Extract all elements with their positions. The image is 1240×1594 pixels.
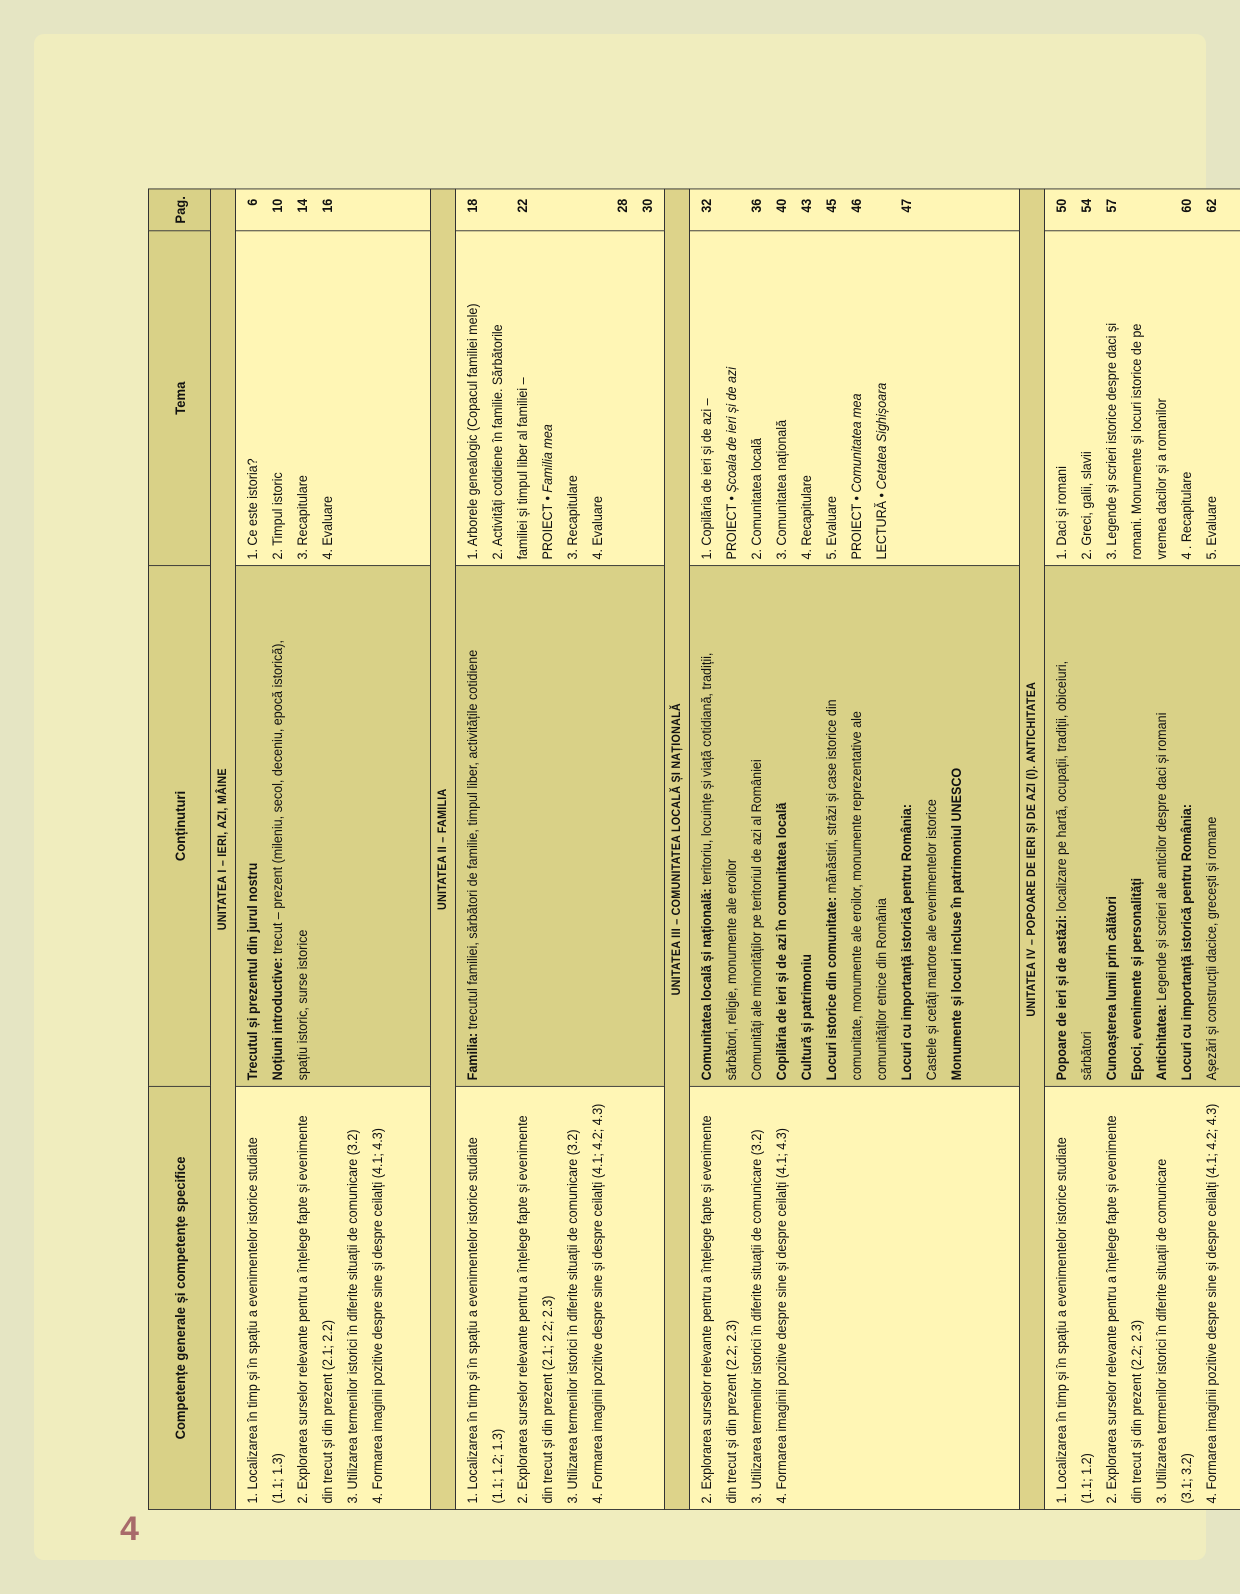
tema-text: 5. Evaluare (1204, 496, 1219, 560)
pag-spacer (1124, 199, 1149, 225)
unit-content-row (690, 189, 1020, 1510)
continut-text: mănăstiri, străzi și case istorice din (824, 699, 839, 897)
continut-line (1174, 572, 1199, 1081)
tema-line (1174, 237, 1199, 560)
tema-text: 5. Evaluare (824, 496, 839, 560)
tema-line (694, 237, 719, 560)
tema-text: 1. Arborele genealogic (Copacul familiei mele) (465, 303, 480, 560)
competenta-line: 2. Explorarea surselor relevante pentru a înțelege fapte și evenimente (699, 1115, 714, 1504)
pag-spacer (585, 199, 610, 225)
tema-text: PROIECT • (540, 492, 555, 560)
continut-line (290, 572, 315, 1081)
tema-line (844, 237, 869, 560)
continut-bold: Monumente și locuri incluse în patrimoniul UNESCO (949, 767, 964, 1081)
continut-text: Legende și scrieri ale anticilor despre daci și romani (1154, 712, 1169, 1005)
continut-line (844, 572, 869, 1081)
tema-text: PROIECT • (724, 492, 739, 560)
unit-content-row (236, 189, 431, 1510)
pag-spacer (719, 199, 744, 225)
continut-line (744, 572, 769, 1081)
pag-number: 47 (899, 198, 914, 213)
continut-line (1049, 572, 1074, 1081)
tema-text: 4. Evaluare (320, 496, 335, 560)
competenta-line: (1.1; 1.2; 1.3) (490, 1428, 505, 1504)
unit-title-row (1020, 189, 1045, 1510)
continut-line (944, 572, 969, 1081)
continut-text: teritoriu, locuințe și viață cotidiană, tradiții, (699, 652, 714, 889)
competenta-line: 1. Localizarea în timp și în spațiu a evenimentelor istorice studiate (465, 1137, 480, 1504)
toc-table (148, 188, 1240, 1510)
pag-number: 32 (699, 198, 714, 213)
tema-text: 2. Timpul istoric (270, 472, 285, 560)
continuturi-cell (690, 566, 1020, 1087)
tema-italic: Comunitatea mea (849, 393, 864, 493)
competenta-line: 2. Explorarea surselor relevante pentru a înțelege fapte și evenimente (1104, 1115, 1119, 1504)
tema-line (1049, 237, 1074, 560)
continut-line (694, 572, 719, 1081)
competenta-line: 4. Formarea imaginii pozitive despre sine și despre ceilalți (4.1; 4.3) (370, 1128, 385, 1504)
unit-title: UNITATEA II – FAMILIA (431, 189, 456, 1510)
continut-text: localizare pe hartă, ocupații, tradiții, obiceiuri, (1054, 660, 1069, 915)
continut-text: trecut – prezent (mileniu, secol, deceniu, epocă istorică), (270, 640, 285, 958)
header-pag: Pag. (149, 189, 211, 231)
pag-number: 36 (749, 198, 764, 213)
pag-number: 43 (799, 198, 814, 213)
pag-cell (456, 189, 665, 231)
continut-text: comunitate, monumente ale eroilor, monumente reprezentative ale (849, 711, 864, 1081)
continut-bold: Locuri istorice din comunitate: (824, 896, 839, 1081)
header-competente: Competențe generale și competențe specifice (149, 1086, 211, 1509)
continut-line (1199, 572, 1224, 1081)
tema-line (585, 237, 610, 560)
header-continuturi: Conținuturi (149, 566, 211, 1087)
tema-text: familiei și timpul liber al familiei – (515, 377, 530, 560)
unit-content-row (1045, 189, 1240, 1510)
continut-line (265, 572, 290, 1081)
pag-number: 62 (1204, 198, 1219, 213)
continut-line (719, 572, 744, 1081)
unit-title-row (665, 189, 690, 1510)
unit-title: UNITATEA I – IERI, AZI, MÂINE (211, 189, 236, 1510)
unit-title-row (431, 189, 456, 1510)
tema-text: LECTURĂ • (874, 489, 889, 560)
continut-bold: Epoci, evenimente și personalități (1129, 877, 1144, 1081)
pag-cell (236, 189, 431, 231)
tema-text: PROIECT • (849, 492, 864, 560)
continut-bold: Locuri cu importanță istorică pentru România: (1179, 804, 1194, 1081)
continut-text: sărbători (1079, 1031, 1094, 1081)
competente-cell (456, 1086, 665, 1509)
competenta-line: 3. Utilizarea termenilor istorici în diferite situații de comunicare (1154, 1158, 1169, 1504)
tema-text: 4 . Recapitulare (1179, 471, 1194, 560)
tema-line (744, 237, 769, 560)
tema-line (1124, 237, 1149, 560)
pag-spacer (1149, 199, 1174, 225)
tema-line (1199, 237, 1224, 560)
continut-text: comunităților etnice din România (874, 898, 889, 1081)
unit-title: UNITATEA III – COMUNITATEA LOCALĂ ȘI NAȚIONALĂ (665, 189, 690, 1510)
tema-line (485, 237, 510, 560)
tema-cell (690, 231, 1020, 566)
tema-text: 3. Legende și scrieri istorice despre daci și (1104, 322, 1119, 560)
tema-line (769, 237, 794, 560)
continut-bold: Familia: (465, 1032, 480, 1081)
continut-bold: Cunoașterea lumii prin călători (1104, 896, 1119, 1081)
tema-text: 3. Recapitulare (295, 475, 310, 560)
continut-text: spațiu istoric, surse istorice (295, 929, 310, 1081)
competenta-line: din trecut și din prezent (2.2; 2.3) (1129, 1319, 1144, 1504)
tema-text: 2. Comunitatea locală (749, 438, 764, 560)
pag-spacer (560, 199, 585, 225)
competenta-line: 4. Formarea imaginii pozitive despre sine și despre ceilalți (4.1; 4.2; 4.3) (1204, 1103, 1219, 1504)
pag-number: 28 (615, 198, 630, 213)
competenta-line: 4. Formarea imaginii pozitive despre sine și despre ceilalți (4.1; 4.2; 4.3) (590, 1103, 605, 1504)
tema-cell (456, 231, 665, 566)
tema-text: 2. Activități cotidiene în familie. Sărbătorile (490, 324, 505, 560)
tema-italic: Școala de ieri și de azi (724, 366, 739, 493)
continut-line (460, 572, 485, 1081)
continut-line (919, 572, 944, 1081)
continut-line (1124, 572, 1149, 1081)
pag-number: 50 (1054, 198, 1069, 213)
pag-number: 6 (245, 198, 260, 206)
continut-line (894, 572, 919, 1081)
continut-bold: Locuri cu importanță istorică pentru România: (899, 804, 914, 1081)
continuturi-cell (236, 566, 431, 1087)
continut-bold: Trecutul și prezentul din jurul nostru (245, 862, 260, 1081)
tema-line (535, 237, 560, 560)
tema-text: 2. Greci, galii, slavii (1079, 451, 1094, 560)
continut-bold: Comunitatea locală și națională: (699, 888, 714, 1081)
continut-line (869, 572, 894, 1081)
pag-number: 40 (774, 198, 789, 213)
pag-cell (1045, 189, 1240, 231)
tema-text: 3. Comunitatea națională (774, 419, 789, 560)
header-tema: Tema (149, 231, 211, 566)
tema-text: 4. Evaluare (590, 496, 605, 560)
toc-body (211, 189, 1240, 1510)
unit-title-row (211, 189, 236, 1510)
tema-cell (1045, 231, 1240, 566)
continut-text: trecutul familiei, sărbători de familie, timpul liber, activitățile cotidiene (465, 649, 480, 1033)
pag-number: 16 (320, 198, 335, 213)
unit-content-row (456, 189, 665, 1510)
continut-line (240, 572, 265, 1081)
continut-bold: Cultură și patrimoniu (799, 954, 814, 1081)
header-row (149, 189, 211, 1510)
competenta-line: (1.1; 1.3) (270, 1453, 285, 1504)
competente-cell (236, 1086, 431, 1509)
pag-spacer (485, 199, 510, 225)
competenta-line: 3. Utilizarea termenilor istorici în diferite situații de comunicare (3.2) (565, 1129, 580, 1504)
pag-number: 57 (1104, 198, 1119, 213)
competenta-line: din trecut și din prezent (2.2; 2.3) (724, 1319, 739, 1504)
tema-line (460, 237, 485, 560)
pag-cell (690, 189, 1020, 231)
unit-title: UNITATEA IV – POPOARE DE IERI ȘI DE AZI (I). ANTICHITATEA (1020, 189, 1045, 1510)
continuturi-cell (456, 566, 665, 1087)
page-number: 4 (120, 1510, 139, 1548)
continut-line (794, 572, 819, 1081)
competenta-line: (3.1; 3.2) (1179, 1453, 1194, 1504)
pag-number: 54 (1079, 198, 1094, 213)
continut-bold: Copilăria de ieri și de azi în comunitatea locală (774, 802, 789, 1081)
competente-cell (690, 1086, 1020, 1509)
continut-text: Comunități ale minorităților pe teritoriul de azi al României (749, 759, 764, 1081)
tema-line (719, 237, 744, 560)
tema-line (265, 237, 290, 560)
tema-line (1099, 237, 1124, 560)
tema-text: 1. Daci și romani (1054, 466, 1069, 560)
competenta-line: 2. Explorarea surselor relevante pentru a înțelege fapte și evenimente (295, 1115, 310, 1504)
continut-line (1149, 572, 1174, 1081)
tema-text: romani. Monumente și locuri istorice de pe (1129, 323, 1144, 560)
competenta-line: 1. Localizarea în timp și în spațiu a evenimentelor istorice studiate (245, 1137, 260, 1504)
tema-text: 4. Recapitulare (799, 475, 814, 560)
tema-text: 3. Recapitulare (565, 475, 580, 560)
competenta-line: din trecut și din prezent (2.1; 2.2) (320, 1319, 335, 1504)
tema-line (510, 237, 535, 560)
tema-line (869, 237, 894, 560)
competenta-line: (1.1; 1.2) (1079, 1453, 1094, 1504)
tema-line (1149, 237, 1174, 560)
pag-number: 46 (849, 198, 864, 213)
tema-line (794, 237, 819, 560)
tema-italic: Familia mea (540, 424, 555, 493)
pag-number: 14 (295, 198, 310, 213)
continut-line (1074, 572, 1099, 1081)
competenta-line: 3. Utilizarea termenilor istorici în diferite situații de comunicare (3.2) (345, 1129, 360, 1504)
continut-text: Așezări și construcții dacice, grecești și romane (1204, 816, 1219, 1081)
pag-number: 10 (270, 198, 285, 213)
competenta-line: 3. Utilizarea termenilor istorici în diferite situații de comunicare (3.2) (749, 1129, 764, 1504)
pag-number: 60 (1179, 198, 1194, 213)
tema-line (560, 237, 585, 560)
competenta-line: 2. Explorarea surselor relevante pentru a înțelege fapte și evenimente (515, 1115, 530, 1504)
tema-text: 1. Copilăria de ieri și de azi – (699, 398, 714, 560)
tema-line (819, 237, 844, 560)
tema-italic: Cetatea Sighișoara (874, 382, 889, 490)
continut-bold: Popoare de ieri și de astăzi: (1054, 914, 1069, 1081)
pag-number: 18 (465, 198, 480, 213)
competenta-line: 4. Formarea imaginii pozitive despre sine și despre ceilalți (4.1; 4.3) (774, 1128, 789, 1504)
continut-bold: Antichitatea: (1154, 1004, 1169, 1081)
tema-line (240, 237, 265, 560)
tema-line (315, 237, 340, 560)
pag-number: 30 (640, 198, 655, 213)
tema-text: 1. Ce este istoria? (245, 458, 260, 560)
continut-text: sărbători, religie, monumente ale eroilor (724, 859, 739, 1081)
continut-line (819, 572, 844, 1081)
tema-cell (236, 231, 431, 566)
continuturi-cell (1045, 566, 1240, 1087)
competenta-line: 1. Localizarea în timp și în spațiu a evenimentelor istorice studiate (1054, 1137, 1069, 1504)
pag-spacer (869, 199, 894, 225)
competenta-line: din trecut și din prezent (2.1; 2.2; 2.3) (540, 1295, 555, 1504)
pag-number: 22 (515, 198, 530, 213)
continut-bold: Noțiuni introductive: (270, 957, 285, 1081)
tema-line (1074, 237, 1099, 560)
competente-cell (1045, 1086, 1240, 1509)
continut-line (769, 572, 794, 1081)
continut-line (1099, 572, 1124, 1081)
continut-text: Castele și cetăți martore ale evenimentelor istorice (924, 799, 939, 1081)
pag-number: 45 (824, 198, 839, 213)
tema-text: vremea dacilor și a romanilor (1154, 398, 1169, 560)
rotated-toc (148, 90, 1219, 1510)
pag-spacer (535, 199, 560, 225)
tema-line (290, 237, 315, 560)
